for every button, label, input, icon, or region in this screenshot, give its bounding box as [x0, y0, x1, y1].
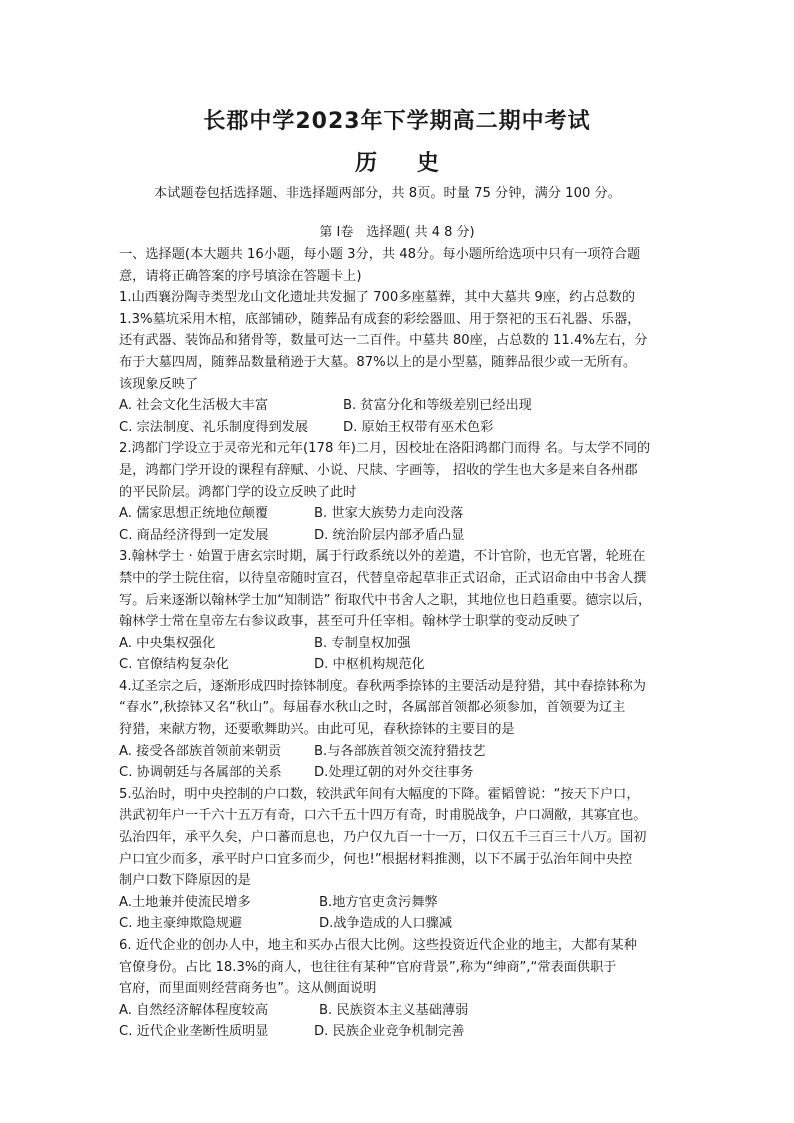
question-text-line: 弘治四年，承平久矣，户口蕃而息也，乃户仅九百一十一万，口仅五千三百三十八万。国初 — [119, 830, 647, 846]
section-intro-line: 意，请将正确答案的序号填涂在答题卡上) — [119, 268, 362, 284]
question-text-line: 6. 近代企业的创办人中，地主和买办占很大比例。这些投资近代企业的地主，大都有某种 — [119, 938, 637, 953]
exam-content — [119, 244, 679, 1043]
options-row — [119, 913, 679, 935]
option-d: D. 民族企业竞争机制完善 — [314, 1024, 465, 1040]
question-text-line: 官府，而里面则经营商务也”。这从侧面说明 — [119, 981, 377, 997]
exam-title: 长郡中学2023年下学期高二期中考试 — [203, 109, 591, 134]
question-text-line: 5.弘治时，明中央控制的户口数，较洪武年间有大幅度的下降。霍韬曾说：“按天下户口， — [119, 786, 640, 802]
question-text-line: 是，鸿都门学开设的课程有辞赋、小说、尺牍、字画等， 招收的学生也大多是来自各州郡 — [119, 462, 638, 478]
question-text-line: 写。后来逐渐以翰林学士加“知制诰” 衔取代中书舍人之职，其地位也日趋重要。德宗以后， — [119, 592, 652, 608]
option-d: D. 原始王权带有巫术色彩 — [343, 419, 494, 435]
option-d: D.战争造成的人口骤减 — [319, 916, 453, 932]
options-row — [119, 654, 679, 676]
exam-info: 本试题卷包括选择题、非选择题两部分，共 8页。时量 75 分钟，满分 100 分。 — [154, 186, 621, 201]
options-row — [119, 762, 679, 784]
section-heading: 第 Ⅰ卷 选择题( 共 4 8 分) — [319, 225, 475, 240]
option-d: D. 中枢机构规范化 — [314, 657, 425, 673]
option-a: A. 社会文化生活极大丰富 — [119, 398, 269, 414]
option-a: A. 接受各部族首领前来朝贡 — [119, 743, 282, 759]
question-text-line: 的平民阶层。鸿都门学的设立反映了此时 — [119, 484, 357, 500]
question-text-line: “春水”,秋捺钵又名“秋山”。每届春水秋山之时，各属部首领都必须参加，首领要为辽主 — [119, 700, 626, 716]
option-a: A. 自然经济解体程度较高 — [119, 1002, 269, 1018]
options-row — [119, 633, 679, 655]
option-a: A.土地兼并使流民增多 — [119, 894, 251, 910]
option-a: A. 儒家思想正统地位颠覆 — [119, 506, 269, 522]
option-b: B.地方官吏贪污舞弊 — [319, 894, 438, 910]
question-1 — [119, 287, 679, 438]
option-c: C. 官僚结构复杂化 — [119, 657, 229, 673]
question-2 — [119, 438, 679, 546]
question-text-line: 1.3%墓坑采用木棺，底部铺砂，随葬品有成套的彩绘器皿、用于祭祀的玉石礼器、乐器， — [119, 311, 641, 327]
question-text-line: 2.鸿都门学设立于灵帝光和元年(178 年)二月，因校址在洛阳鸿都门而得 名。与太学不同的 — [119, 441, 651, 457]
option-c: C. 商品经济得到一定发展 — [119, 527, 269, 543]
option-d: D.处理辽朝的对外交往事务 — [314, 765, 474, 781]
question-3 — [119, 546, 679, 676]
options-row — [119, 417, 679, 439]
option-c: C. 近代企业垄断性质明显 — [119, 1024, 269, 1040]
question-text-line: 4.辽圣宗之后，逐渐形成四时捺钵制度。春秋两季捺钵的主要活动是狩猎，其中春捺钵称为 — [119, 678, 646, 694]
options-row — [119, 892, 679, 914]
question-text-line: 洪武初年户一千六十五万有奇，口六千五十四万有奇，时甫脱战争，户口凋敝，其寡宜也。 — [119, 808, 647, 824]
option-c: C. 地主豪绅欺隐规避 — [119, 916, 243, 932]
option-d: D. 统治阶层内部矛盾凸显 — [314, 527, 465, 543]
question-text-line: 制户口数下降原因的是 — [119, 873, 251, 889]
options-row — [119, 1000, 679, 1022]
question-6 — [119, 935, 679, 1043]
option-b: B. 贫富分化和等级差别已经出现 — [343, 398, 532, 414]
question-text-line: 官僚身份。占比 18.3%的商人，也往往有某种“官府背景”,称为“绅商”,“常表面供职于 — [119, 959, 617, 975]
question-text-line: 该现象反映了 — [119, 376, 199, 392]
option-b: B. 世家大族势力走向没落 — [314, 506, 464, 522]
question-text-line: 禁中的学士院住宿，以待皇帝随时宣召，代替皇帝起草非正式诏命，正式诏命由中书舍人撰 — [119, 570, 647, 586]
option-c: C. 协调朝廷与各属部的关系 — [119, 765, 282, 781]
option-b: B. 民族资本主义基础薄弱 — [319, 1002, 469, 1018]
question-text-line: 还有武器、装饰品和猪骨等，数量可达一二百件。中墓共 80座，占总数的 11.4%左右，分 — [119, 333, 648, 349]
option-b: B.与各部族首领交流狩猎技艺 — [314, 743, 486, 759]
option-a: A. 中央集权强化 — [119, 635, 216, 651]
question-text-line: 布于大墓四周，随葬品数量稍逊于大墓。87%以上的是小型墓，随葬品很少或一无所有。 — [119, 354, 637, 370]
options-row — [119, 395, 679, 417]
option-c: C. 宗法制度、礼乐制度得到发展 — [119, 419, 309, 435]
question-5 — [119, 784, 679, 935]
question-text-line: 翰林学士常在皇帝左右参议政事，甚至可升任宰相。翰林学士职掌的变动反映了 — [119, 614, 581, 630]
options-row — [119, 525, 679, 547]
options-row — [119, 741, 679, 763]
subject-title: 历 史 — [355, 151, 455, 176]
question-4 — [119, 676, 679, 784]
question-text-line: 1.山西襄汾陶寺类型龙山文化遗址共发掘了 700多座墓葬，其中大墓共 9座，约占总数的 — [119, 290, 636, 306]
question-text-line: 户口宜少而多，承平时户口宜多而少，何也!”根据材料推测，以下不属于弘治年间中央控 — [119, 851, 633, 867]
options-row — [119, 503, 679, 525]
question-text-line: 狩猎，来献方物，还要歌舞助兴。由此可见，春秋捺钵的主要目的是 — [119, 722, 515, 738]
option-b: B. 专制皇权加强 — [314, 635, 411, 651]
section-intro-line: 一、选择题(本大题共 16小题，每小题 3分，共 48分。每小题所给选项中只有一项符合题 — [119, 247, 641, 262]
options-row — [119, 1021, 679, 1043]
question-text-line: 3.翰林学士 · 始置于唐玄宗时期，属于行政系统以外的差遣，不计官阶，也无官署，轮班在 — [119, 549, 646, 565]
